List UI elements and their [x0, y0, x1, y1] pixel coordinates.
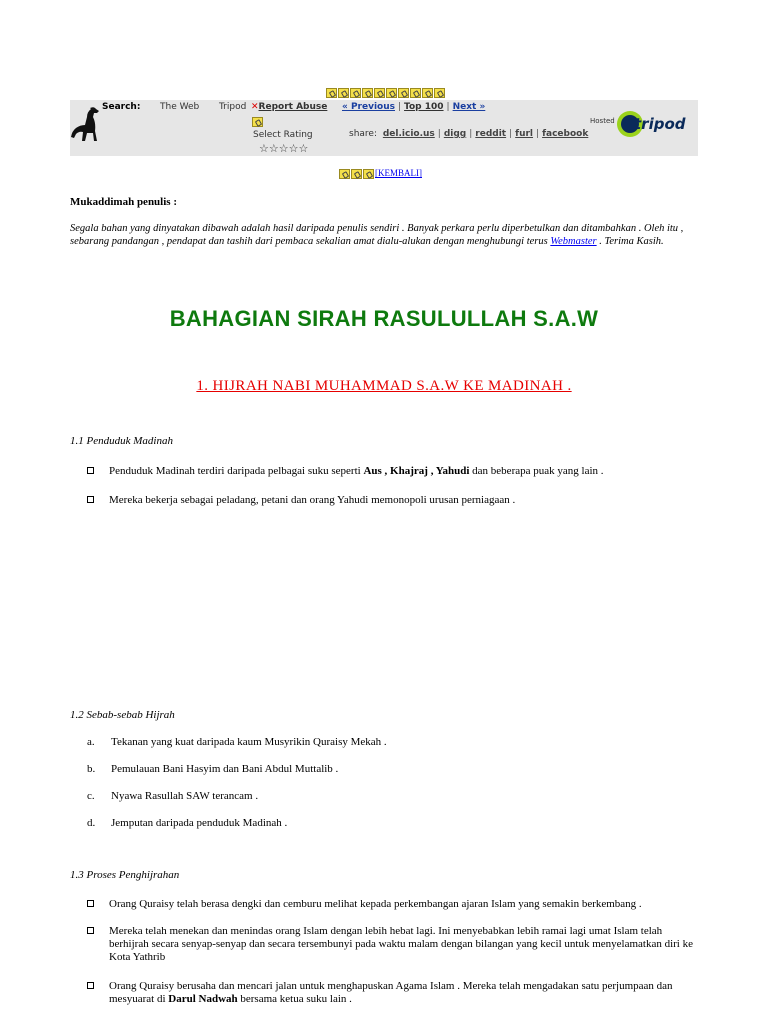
page-title: BAHAGIAN SIRAH RASULULLAH S.A.W — [169, 306, 599, 331]
nav-icon[interactable] — [362, 88, 373, 98]
close-icon: ✕ — [251, 102, 259, 112]
search-the-web-option[interactable]: The Web — [160, 102, 200, 112]
item-text: Nyawa Rasullah SAW terancam . — [111, 790, 259, 802]
section-heading: 1.1 Penduduk Madinah — [70, 435, 173, 447]
share-reddit-link[interactable]: reddit — [475, 129, 507, 139]
webmaster-link[interactable]: Webmaster — [550, 236, 597, 247]
nav-icon[interactable] — [398, 88, 409, 98]
top-icon-strip — [326, 87, 446, 97]
section-title: 1. HIJRAH NABI MUHAMMAD S.A.W KE MADINAH . — [196, 378, 572, 394]
separator: | — [469, 129, 473, 139]
item-text: Jemputan daripada penduduk Madinah . — [111, 817, 288, 829]
share-facebook-link[interactable]: facebook — [542, 129, 589, 139]
text: Penduduk Madinah terdiri daripada pelbagai suku seperti — [109, 465, 364, 477]
share-label: share: — [349, 129, 377, 139]
intro-text-a: Segala bahan yang dinyatakan dibawah adalah hasil daripada penulis sendiri . Banyak perkara perlu diperbetulkan dan ditambahkan . Oleh itu , sebarang pandangan , pendapat dan tashih dari pembaca sekalian amat dialu-alukan dengan menghubungi terus — [70, 223, 684, 247]
item-label: d. — [87, 817, 96, 829]
share-digg-link[interactable]: digg — [443, 129, 467, 139]
nav-icon[interactable] — [386, 88, 397, 98]
report-abuse-link[interactable] — [251, 102, 327, 112]
list-item — [87, 763, 338, 775]
kembali-link[interactable]: [KEMBALI] — [375, 168, 422, 178]
section-heading: 1.3 Proses Penghijrahan — [70, 869, 180, 881]
top100-link[interactable]: Top 100 — [404, 102, 444, 112]
item-label: b. — [87, 763, 96, 775]
text: dan beberapa puak yang lain . — [469, 465, 604, 477]
separator: | — [437, 129, 441, 139]
back-icon[interactable] — [339, 169, 350, 179]
list-item-text — [109, 465, 699, 478]
text: bersama ketua suku lain . — [237, 993, 352, 1005]
tripod-toolbar — [70, 100, 698, 156]
share-delicious-link[interactable]: del.icio.us — [382, 129, 435, 139]
search-label: Search: — [102, 102, 141, 112]
intro-heading: Mukaddimah penulis : — [70, 196, 177, 208]
nav-icon[interactable] — [350, 88, 361, 98]
item-label: c. — [87, 790, 95, 802]
tripod-logo[interactable] — [616, 110, 690, 138]
report-abuse-text[interactable]: Report Abuse — [258, 102, 328, 112]
list-item-text: Orang Quraisy telah berasa dengki dan cemburu melihat kepada perkembangan ajaran Islam yang semakin berkembang . — [109, 898, 642, 910]
separator: | — [536, 129, 540, 139]
share-row — [349, 129, 588, 139]
previous-link[interactable]: « Previous — [342, 102, 395, 112]
rating-icon[interactable] — [252, 117, 263, 127]
text: Orang Quraisy berusaha dan mencari jalan untuk menghapuskan Agama Islam . Mereka telah mengadakan satu perjumpaan dan mesyuarat di — [109, 980, 673, 1005]
dog-logo-icon — [70, 104, 104, 144]
list-item — [87, 817, 287, 829]
bullet-box-icon — [87, 982, 94, 989]
nav-icon[interactable] — [338, 88, 349, 98]
list-item — [87, 980, 673, 1005]
nav-icon[interactable] — [410, 88, 421, 98]
bullet-box-icon — [87, 900, 94, 907]
tripod-logo-text: tripod — [634, 115, 686, 133]
list-item-text: Mereka bekerja sebagai peladang, petani dan orang Yahudi memonopoli urusan perniagaan . — [109, 494, 516, 506]
intro-text-b: . Terima Kasih. — [596, 236, 664, 247]
nav-icon[interactable] — [326, 88, 337, 98]
list-item — [87, 790, 258, 802]
nav-icon[interactable] — [422, 88, 433, 98]
bullet-box-icon — [87, 467, 94, 474]
list-item — [87, 898, 642, 910]
nav-icon[interactable] — [374, 88, 385, 98]
list-item — [87, 736, 387, 748]
separator: | — [509, 129, 513, 139]
list-item-text — [109, 980, 699, 1006]
list-item — [87, 494, 516, 506]
bullet-box-icon — [87, 496, 94, 503]
hosted-label: Hosted — [590, 117, 615, 125]
select-rating-label: Select Rating — [253, 130, 313, 140]
list-item — [87, 465, 604, 477]
section-heading: 1.2 Sebab-sebab Hijrah — [70, 709, 175, 721]
list-item — [87, 925, 693, 963]
home-icon[interactable] — [351, 169, 362, 179]
item-text: Pemulauan Bani Hasyim dan Bani Abdul Muttalib . — [111, 763, 339, 775]
bold-text: Darul Nadwah — [168, 993, 238, 1005]
intro-paragraph — [70, 222, 700, 248]
next-link[interactable]: Next » — [452, 102, 486, 112]
kembali-row — [339, 168, 422, 179]
nav-links — [342, 102, 485, 112]
item-text: Tekanan yang kuat daripada kaum Musyrikin Quraisy Mekah . — [111, 736, 387, 748]
list-item-text: Mereka telah menekan dan menindas orang Islam dengan lebih hebat lagi. Ini menyebabkan lebih ramai lagi umat Islam telah berhijrah secara senyap-senyap dan secara tersembunyi pada waktu malam dengan bilangan yang kecil untuk menyelamatkan diri ke Kota Yathrib — [109, 925, 693, 963]
search-tripod-option[interactable]: Tripod — [219, 102, 247, 112]
separator: | — [398, 102, 402, 112]
rating-stars[interactable]: ☆☆☆☆☆ — [259, 142, 309, 155]
item-label: a. — [87, 736, 95, 748]
nav-icon[interactable] — [434, 88, 445, 98]
forward-icon[interactable] — [363, 169, 374, 179]
share-furl-link[interactable]: furl — [515, 129, 534, 139]
bold-text: Aus , Khajraj , Yahudi — [363, 465, 470, 477]
bullet-box-icon — [87, 927, 94, 934]
separator: | — [446, 102, 450, 112]
